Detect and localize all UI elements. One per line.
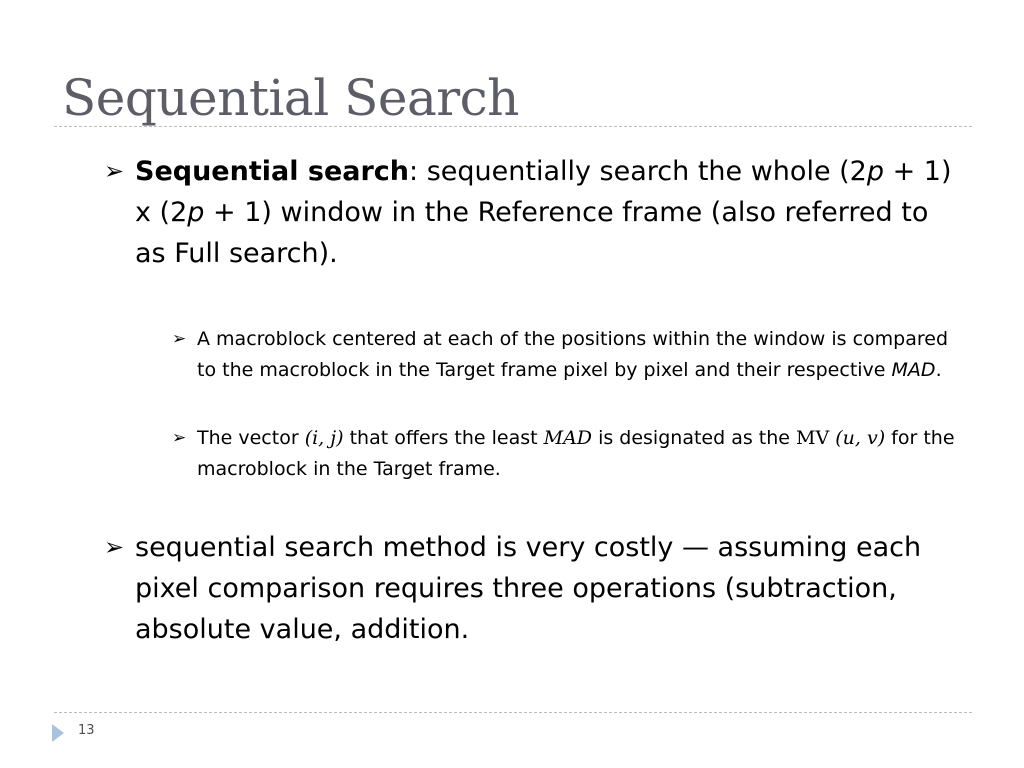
bullet-text: Sequential search: sequentially search the whole (2p + 1) x (2p + 1) window in the Reference frame (also referred to as Full search).: [135, 156, 952, 269]
bold-term: Sequential search: [135, 156, 410, 187]
arrow-bullet-icon: ➢: [104, 533, 125, 561]
arrow-bullet-icon: ➢: [172, 428, 187, 448]
title-divider: [54, 126, 972, 127]
slide-title: Sequential Search: [62, 69, 519, 127]
triangle-marker-icon: [52, 724, 64, 742]
arrow-bullet-icon: ➢: [172, 329, 187, 349]
page-number: 13: [78, 723, 95, 738]
arrow-bullet-icon: ➢: [104, 157, 125, 185]
bullet-text: sequential search method is very costly — assuming each pixel comparison requires three operations (subtraction, absolute value, addition.: [135, 532, 922, 645]
sub-bullet-text: A macroblock centered at each of the positions within the window is compared to the macroblock in the Target frame pixel by pixel and their respective MAD.: [197, 328, 949, 381]
sub-bullet-text: The vector (i, j) that offers the least MAD is designated as the MV (u, v) for the macroblock in the Target frame.: [197, 427, 955, 480]
footer-divider: [54, 712, 972, 713]
